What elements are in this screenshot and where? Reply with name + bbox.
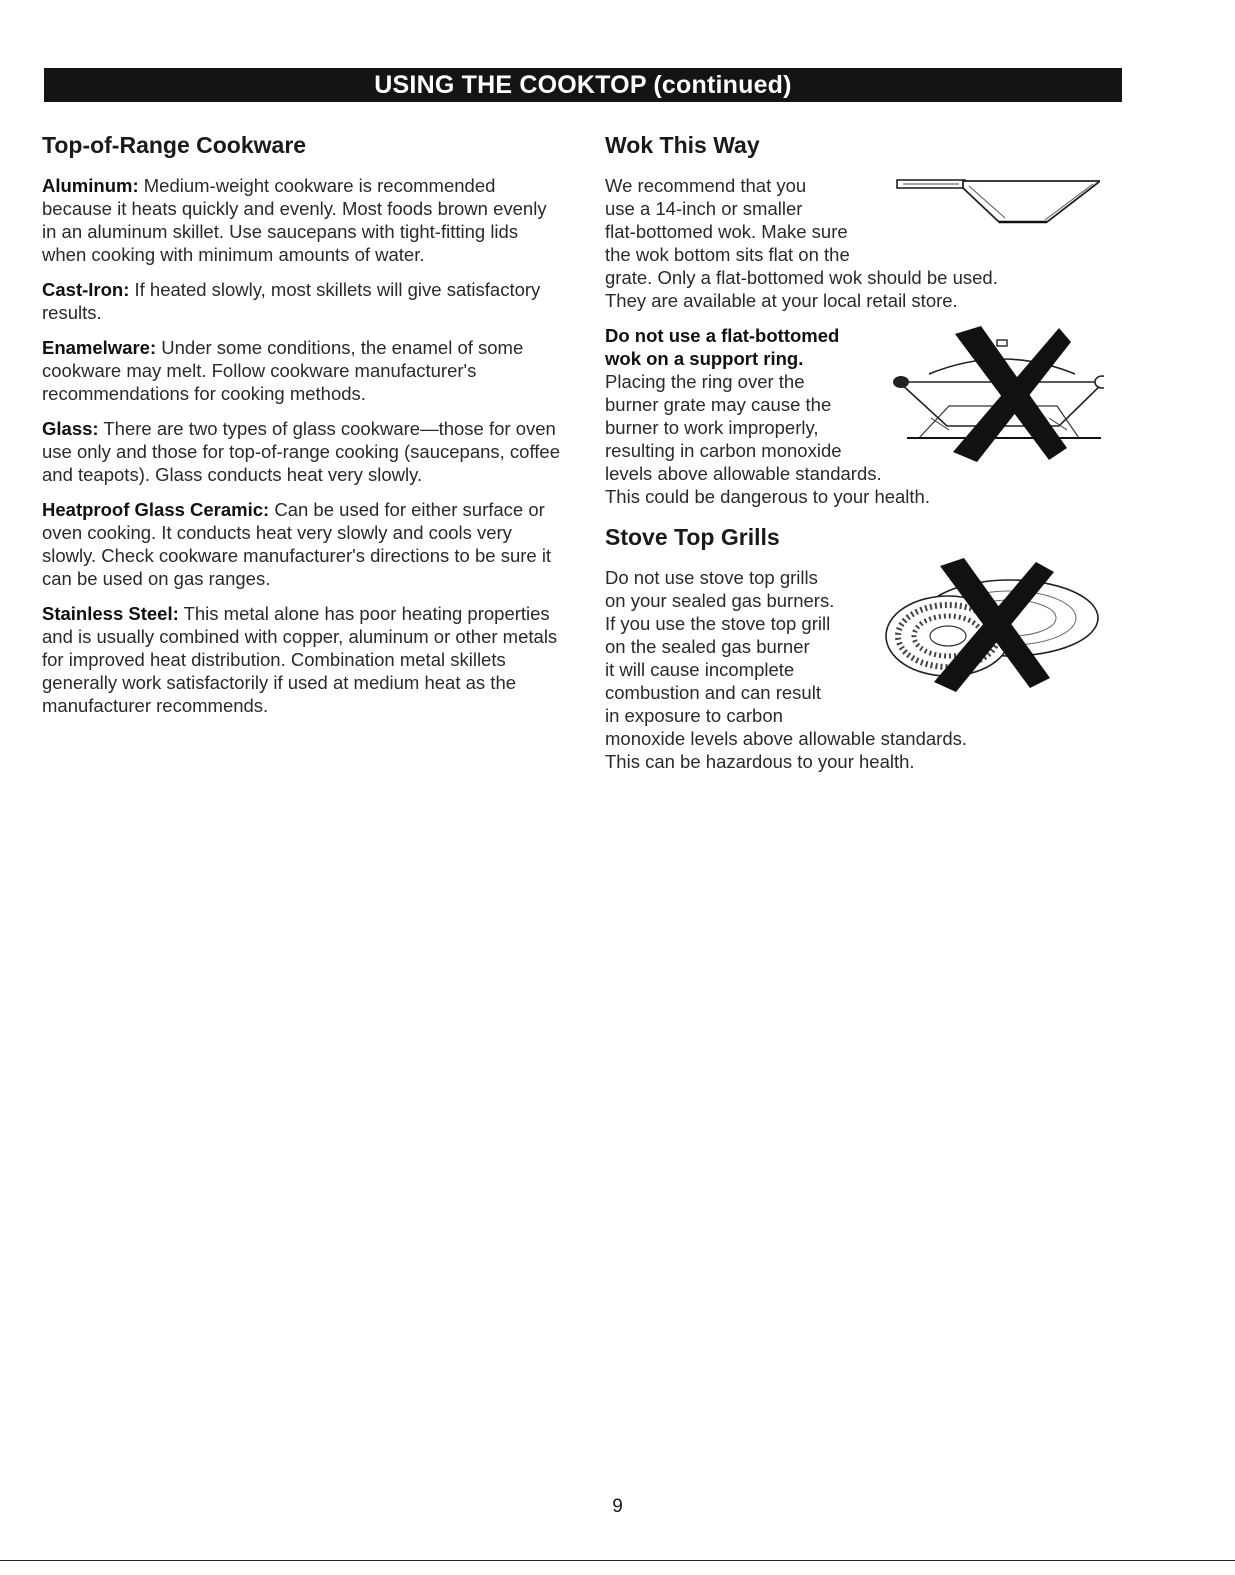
- glass-ceramic-paragraph: Heatproof Glass Ceramic: Can be used for either surface or oven cooking. It conducts heat very slowly and cools very slowly. Check cookware manufacturer's directions to be sure it can be used on gas ranges.: [42, 499, 552, 589]
- page-number: 9: [612, 1496, 623, 1517]
- aluminum-paragraph: Aluminum: Medium-weight cookware is recommended because it heats quickly and evenly. Most foods brown evenly in an aluminum skillet. Use saucepans with tight-fitting lids when cooking with minimum amounts of water.: [42, 175, 547, 265]
- grills-heading: Stove Top Grills: [605, 524, 780, 550]
- left-column: [42, 128, 562, 729]
- wok-heading: Wok This Way: [605, 132, 760, 158]
- flat-bottom-wok-illustration: [895, 170, 1100, 234]
- stove-top-grills-warning: Do not use stove top grills on your sealed gas burners. If you use the stove top grill on the sealed gas burner it will cause incomplete combustion and can result in exposure to carbon monoxide levels above allowable standards. This can be hazardous to your health.: [605, 566, 1125, 773]
- stove-top-grill-illustration: [860, 558, 1105, 718]
- glass-paragraph: Glass: There are two types of glass cookware—those for oven use only and those for top-of-range cooking (saucepans, coffee and teapots). Glass conducts heat very slowly.: [42, 418, 560, 485]
- enamelware-paragraph: Enamelware: Under some conditions, the enamel of some cookware may melt. Follow cookware manufacturer's recommendations for cooking methods.: [42, 337, 524, 404]
- cast-iron-paragraph: Cast-Iron: If heated slowly, most skillets will give satisfactory results.: [42, 279, 541, 323]
- cookware-heading: Top-of-Range Cookware: [42, 132, 307, 158]
- wok-on-support-ring-illustration: [889, 326, 1104, 466]
- section-banner: USING THE COOKTOP (continued): [44, 68, 1122, 102]
- stainless-steel-paragraph: Stainless Steel: This metal alone has poor heating properties and is usually combined with copper, aluminum or other metals for improved heat distribution. Combination metal skillets generally work satisfactorily if used at medium heat as the manufacturer recommends.: [42, 603, 558, 716]
- bottom-rule: [0, 1560, 1235, 1561]
- right-column: [605, 128, 1125, 785]
- wok-recommendation: We recommend that you use a 14-inch or smaller flat-bottomed wok. Make sure the wok bottom sits flat on the grate. Only a flat-bottomed wok should be used. They are available at your local retail store.: [605, 174, 1125, 312]
- support-ring-warning: Do not use a flat-bottomed wok on a support ring. Placing the ring over the burner grate may cause the burner to work improperly, resulting in carbon monoxide levels above allowable standards. This could be dangerous to your health.: [605, 324, 1125, 508]
